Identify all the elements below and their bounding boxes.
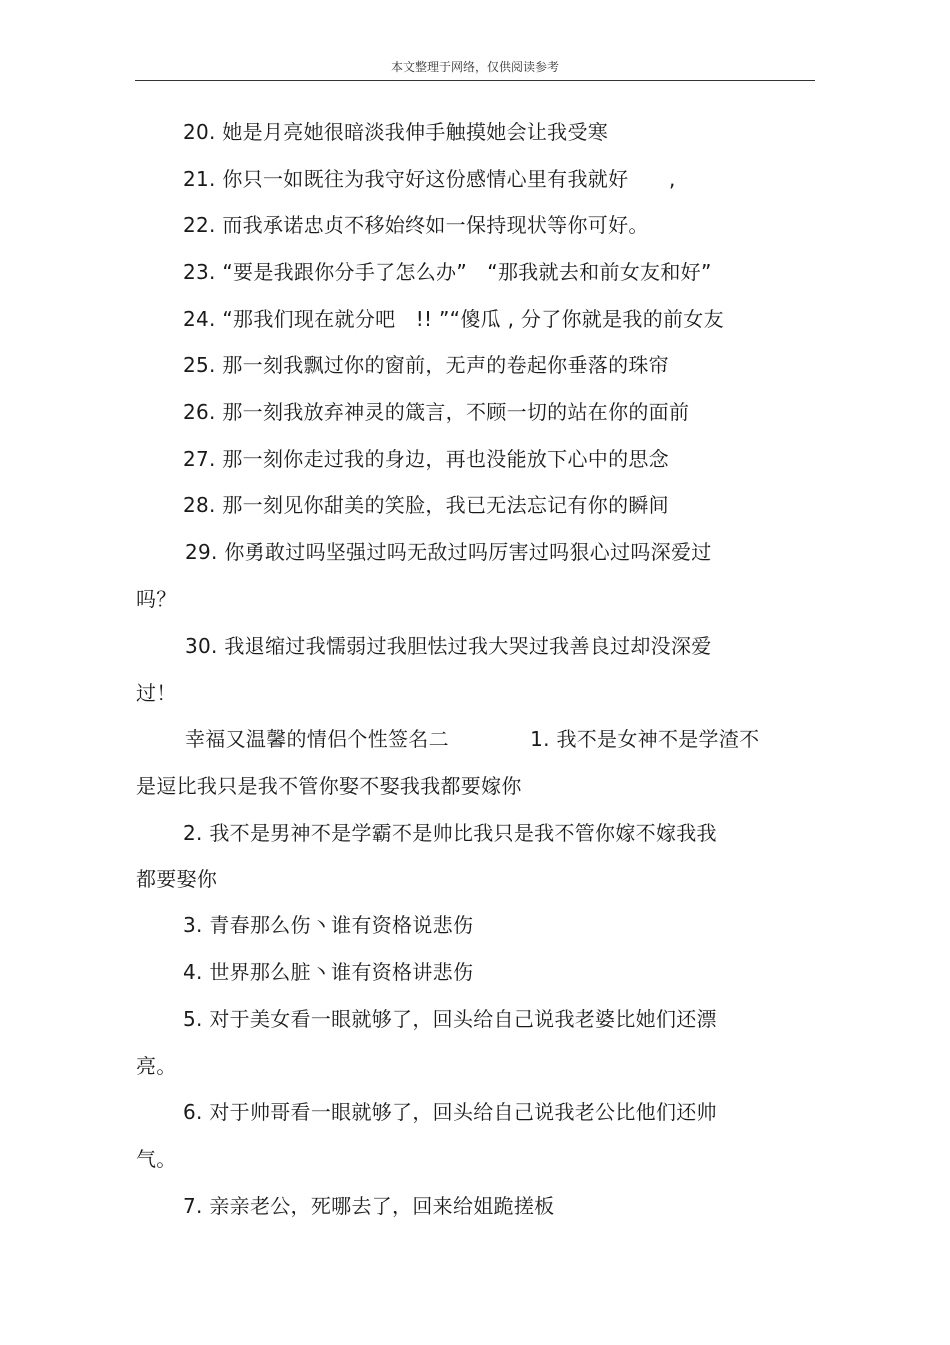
text-line: 27. 那一刻你走过我的身边，再也没能放下心中的思念 xyxy=(183,447,669,471)
text-line: 亮。 xyxy=(136,1054,177,1078)
text-line: 6. 对于帅哥看一眼就够了，回头给自己说我老公比他们还帅 xyxy=(183,1100,717,1124)
text-line: 4. 世界那么脏丶谁有资格讲悲伤 xyxy=(183,960,474,984)
text-line: 20. 她是月亮她很暗淡我伸手触摸她会让我受寒 xyxy=(183,120,609,144)
text-line: 23. “要是我跟你分手了怎么办” “那我就去和前女友和好” xyxy=(183,260,712,284)
text-line: 5. 对于美女看一眼就够了，回头给自己说我老婆比她们还漂 xyxy=(183,1007,717,1031)
text-line: 2. 我不是男神不是学霸不是帅比我只是我不管你嫁不嫁我我 xyxy=(183,821,717,845)
text-line: 24. “那我们现在就分吧 !! ”“傻瓜 , 分了你就是我的前女友 xyxy=(183,307,724,331)
text-line: 21. 你只一如既往为我守好这份感情心里有我就好 , xyxy=(183,167,676,191)
text-line: 22. 而我承诺忠贞不移始终如一保持现状等你可好。 xyxy=(183,213,649,237)
text-line: 28. 那一刻见你甜美的笑脸，我已无法忘记有你的瞬间 xyxy=(183,493,669,517)
text-line: 25. 那一刻我飘过你的窗前，无声的卷起你垂落的珠帘 xyxy=(183,353,669,377)
header-rule xyxy=(135,80,815,81)
text-line: 幸福又温馨的情侣个性签名二 1. 我不是女神不是学渣不 xyxy=(185,727,760,751)
text-line: 7. 亲亲老公，死哪去了，回来给姐跪搓板 xyxy=(183,1194,555,1218)
text-line: 26. 那一刻我放弃神灵的箴言，不顾一切的站在你的面前 xyxy=(183,400,690,424)
text-line: 3. 青春那么伤丶谁有资格说悲伤 xyxy=(183,913,474,937)
text-line: 过！ xyxy=(136,681,177,705)
text-line: 气。 xyxy=(136,1147,177,1171)
text-line: 29. 你勇敢过吗坚强过吗无敌过吗厉害过吗狠心过吗深爱过 xyxy=(185,540,712,564)
text-line: 是逗比我只是我不管你娶不娶我我都要嫁你 xyxy=(136,774,522,798)
page-header: 本文整理于网络，仅供阅读参考 xyxy=(390,60,559,74)
text-line: 30. 我退缩过我懦弱过我胆怯过我大哭过我善良过却没深爱 xyxy=(185,634,712,658)
text-line: 吗？ xyxy=(136,587,177,611)
text-line: 都要娶你 xyxy=(136,867,218,891)
